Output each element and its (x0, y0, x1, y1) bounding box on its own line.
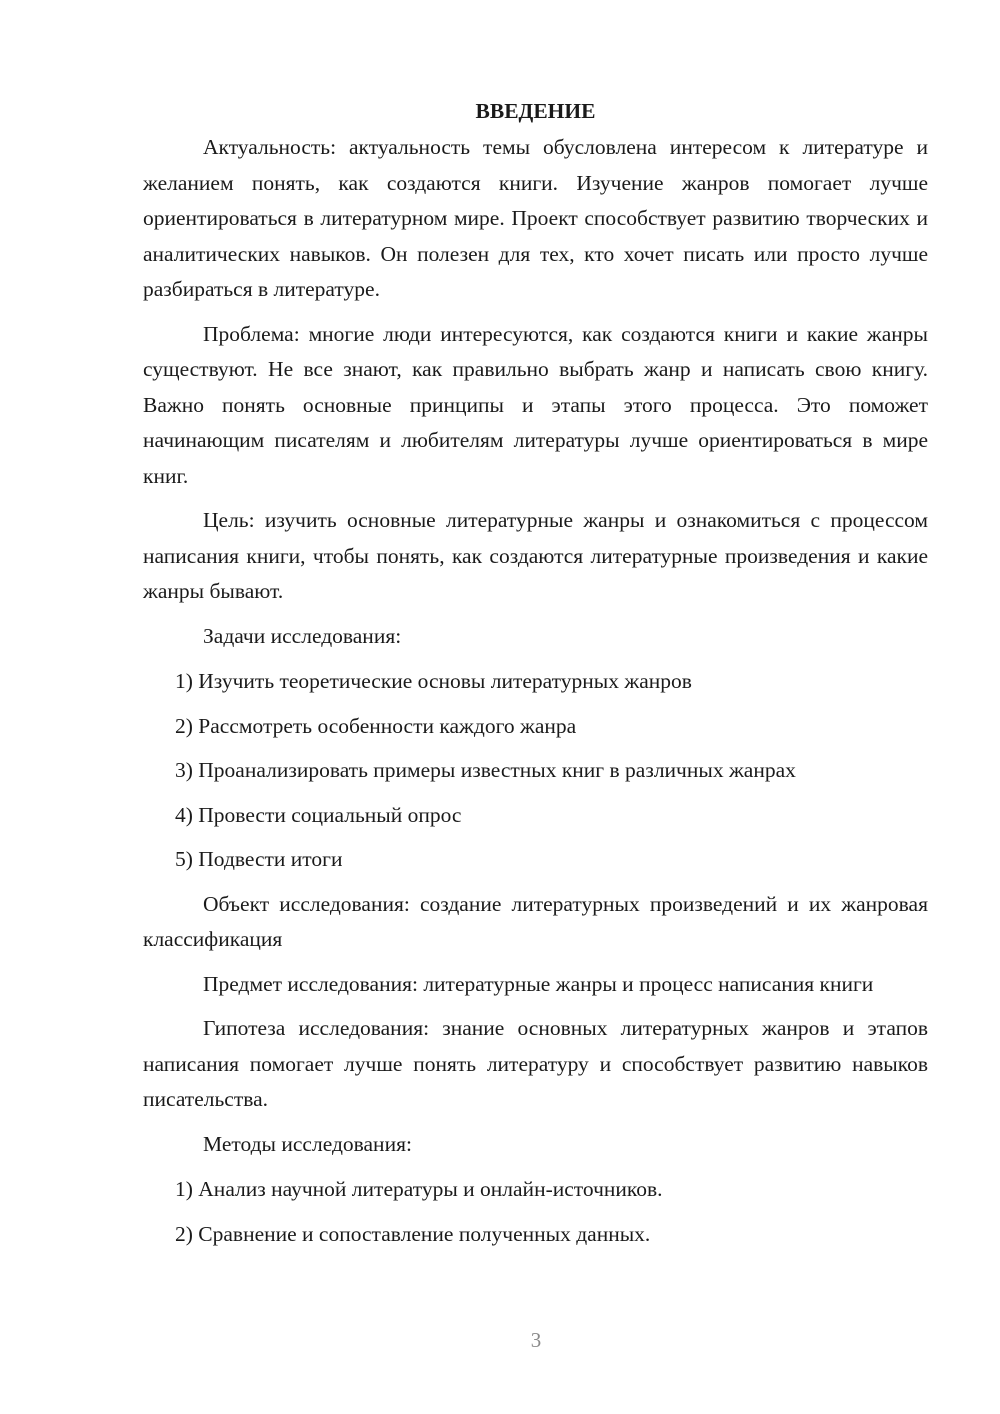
methods-heading: Методы исследования: (203, 1131, 412, 1156)
hypothesis-paragraph: Гипотеза исследования: знание основных литературных жанров и этапов написания помогает лучше понять литературу и способствует развитию навыков писательства. (143, 1016, 928, 1111)
section-title: ВВЕДЕНИЕ (475, 99, 596, 123)
task-item: 1) Изучить теоретические основы литературных жанров (175, 669, 692, 693)
task-item: 4) Провести социальный опрос (175, 802, 462, 827)
task-item: 3) Проанализировать примеры известных книг в различных жанрах (175, 758, 796, 782)
page-number: 3 (530, 1328, 542, 1352)
tasks-heading: Задачи исследования: (203, 623, 402, 648)
problem-paragraph: Проблема: многие люди интересуются, как создаются книги и какие жанры существуют. Не все знают, как правильно выбрать жанр и написать свою книгу. Важно понять основные принципы и этапы этого процесса. Это поможет начинающим писателям и любителям литературы лучше ориентироваться в мире книг. (143, 321, 928, 488)
task-item: 5) Подвести итоги (175, 847, 343, 871)
subject-paragraph: Предмет исследования: литературные жанры и процесс написания книги (203, 971, 874, 996)
method-item: 2) Сравнение и сопоставление полученных данных. (175, 1221, 651, 1246)
task-item: 2) Рассмотреть особенности каждого жанра (175, 713, 577, 738)
goal-paragraph: Цель: изучить основные литературные жанры и ознакомиться с процессом написания книги, чтобы понять, как создаются литературные произведения и какие жанры бывают. (143, 508, 928, 603)
page-content (143, 93, 928, 1261)
methods-list (143, 1172, 928, 1252)
object-paragraph: Объект исследования: создание литературных произведений и их жанровая классификация (143, 891, 928, 951)
method-item: 1) Анализ научной литературы и онлайн-источников. (175, 1177, 663, 1201)
tasks-list (143, 664, 928, 878)
relevance-paragraph: Актуальность: актуальность темы обусловлена интересом к литературе и желанием понять, как создаются книги. Изучение жанров помогает лучше ориентироваться в литературном мире. Проект способствует развитию творческих и аналитических навыков. Он полезен для тех, кто хочет писать или просто лучше разбираться в литературе. (143, 135, 928, 301)
